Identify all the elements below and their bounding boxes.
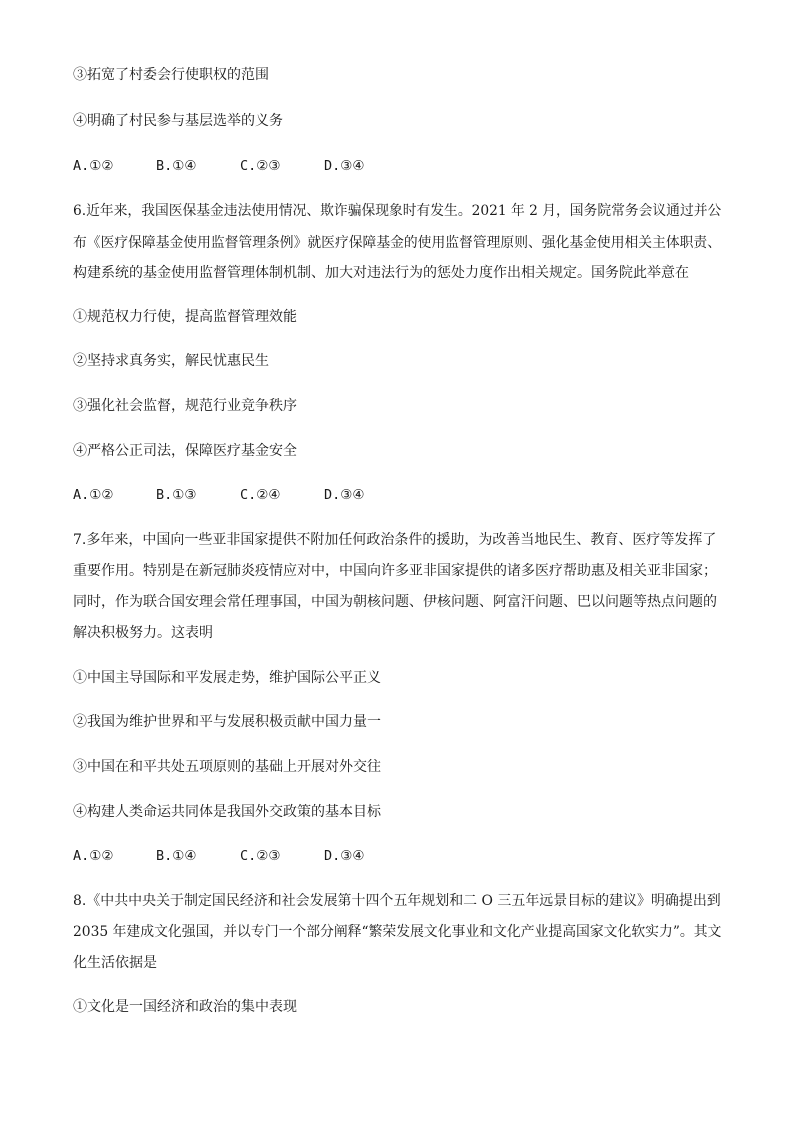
q5-option-4: ④明确了村民参与基层选举的义务 (73, 113, 283, 129)
q7-choice-d: D.③④ (324, 848, 365, 864)
q8-stem-line-2: 2035 年建成文化强国，并以专门一个部分阐释“繁荣发展文化事业和文化产业提高国家文化软实力”。其文 (73, 924, 722, 940)
q6-choice-a: A.①② (73, 487, 114, 503)
q5-choice-d: D.③④ (324, 158, 365, 174)
q6-stem-line-3: 构建系统的基金使用监督管理体制机制、加大对违法行为的惩处力度作出相关规定。国务院此举意在 (73, 265, 689, 281)
q6-stem-line-2: 布《医疗保障基金使用监督管理条例》就医疗保障基金的使用监督管理原则、强化基金使用相关主体职责、 (73, 235, 721, 251)
q6-option-3: ③强化社会监督，规范行业竞争秩序 (73, 398, 297, 414)
q7-stem-line-2: 重要作用。特别是在新冠肺炎疫情应对中，中国向许多亚非国家提供的诸多医疗帮助惠及相关亚非国家； (73, 563, 717, 579)
q6-choice-c: C.②④ (240, 487, 281, 503)
q6-stem-line-1: 6.近年来，我国医保基金违法使用情况、欺诈骗保现象时有发生。2021 年 2 月，国务院常务会议通过并公 (73, 203, 722, 219)
q7-option-2: ②我国为维护世界和平与发展积极贡献中国力量一 (73, 714, 381, 730)
q6-choice-b: B.①③ (156, 487, 197, 503)
q5-choice-b: B.①④ (156, 158, 197, 174)
q6-option-4: ④严格公正司法，保障医疗基金安全 (73, 443, 297, 459)
q6-option-2: ②坚持求真务实，解民忧惠民生 (73, 353, 269, 369)
q7-option-1: ①中国主导国际和平发展走势，维护国际公平正义 (73, 670, 381, 686)
q6-choice-d: D.③④ (324, 487, 365, 503)
q8-stem-line-1: 8.《中共中央关于制定国民经济和社会发展第十四个五年规划和二 O 三五年远景目标的建议》明确提出到 (73, 893, 721, 909)
q8-stem-line-3: 化生活依据是 (73, 955, 157, 971)
q7-stem-line-4: 解决积极努力。这表明 (73, 625, 213, 641)
q7-stem-line-1: 7.多年来，中国向一些亚非国家提供不附加任何政治条件的援助，为改善当地民生、教育、医疗等发挥了 (73, 532, 717, 548)
q8-option-1: ①文化是一国经济和政治的集中表现 (73, 999, 297, 1015)
q5-choice-a: A.①② (73, 158, 114, 174)
q7-option-4: ④构建人类命运共同体是我国外交政策的基本目标 (73, 804, 381, 820)
q6-option-1: ①规范权力行使，提高监督管理效能 (73, 309, 297, 325)
q5-choice-c: C.②③ (240, 158, 281, 174)
q7-choice-b: B.①④ (156, 848, 197, 864)
q7-choice-a: A.①② (73, 848, 114, 864)
q7-choice-c: C.②③ (240, 848, 281, 864)
q5-option-3: ③拓宽了村委会行使职权的范围 (73, 67, 269, 83)
q7-stem-line-3: 同时，作为联合国安理会常任理事国，中国为朝核问题、伊核问题、阿富汗问题、巴以问题等热点问题的 (73, 594, 717, 610)
q7-option-3: ③中国在和平共处五项原则的基础上开展对外交往 (73, 759, 381, 775)
